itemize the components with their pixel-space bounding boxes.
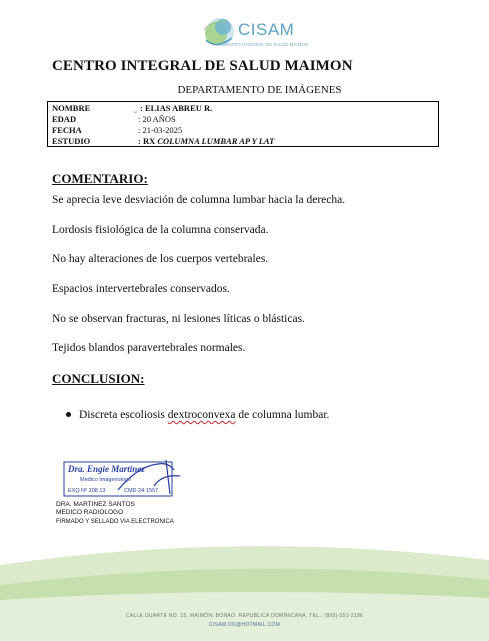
correction-mark-icon: ˽ — [134, 105, 137, 113]
conclusion-title: CONCLUSION: — [52, 371, 145, 386]
stamp-cmd: CMD 24-1557 — [124, 488, 159, 494]
name-label: NOMBRE — [52, 103, 91, 113]
logo-subtitle: CENTRO INTEGRAL DE SALUD MAIMON — [222, 42, 309, 47]
logo-text: CISAM — [238, 20, 295, 39]
comment-line: Espacios intervertebrales conservados. — [52, 283, 230, 295]
doctor-name: DRA. MARTINEZ SANTOS — [56, 501, 135, 508]
date-value: : 21-03-2025 — [138, 125, 183, 135]
date-label: FECHA — [52, 125, 82, 135]
bullet-icon — [66, 412, 71, 417]
comment-line: Se aprecia leve desviación de columna lumbar hacia la derecha. — [52, 194, 346, 206]
age-value: : 20 AÑOS — [138, 114, 176, 124]
stamp-role: Medico Imagenologo — [80, 477, 132, 483]
spellcheck-flagged-word: dextroconvexa — [167, 409, 236, 421]
stamp-exq: EXQ Nº 208 13 — [68, 488, 106, 494]
footer-email — [0, 622, 489, 628]
stamp-name: Dra. Engie Martinez — [68, 464, 145, 474]
page-title: CENTRO INTEGRAL DE SALUD MAIMON — [52, 58, 353, 74]
footer-email-link[interactable]: CISAM.DO@HOTMAIL.COM — [208, 622, 281, 628]
study-prefix: : RX — [138, 136, 158, 146]
patient-info-box — [47, 101, 439, 147]
department-title: DEPARTAMENTO DE IMÁGENES — [177, 84, 342, 96]
footer-address: CALLE DUARTE NO. 15, MAIMÓN, BONAO, REPUBLICA DOMINICANA, TEL.: (809)-551-2196 — [125, 613, 364, 619]
study-label: ESTUDIO — [52, 136, 91, 146]
name-value: : ELIAS ABREU R. — [140, 103, 213, 113]
comment-line: No se observan fracturas, ni lesiones líticas o blásticas. — [52, 313, 305, 325]
signature-stamp-icon — [58, 456, 198, 498]
comment-title: COMENTARIO: — [52, 171, 148, 186]
age-label: EDAD — [52, 114, 77, 124]
study-name: COLUMNA LUMBAR AP Y LAT — [157, 136, 275, 146]
comment-line: Tejidos blandos paravertebrales normales. — [52, 342, 246, 354]
comment-line: No hay alteraciones de los cuerpos vertebrales. — [52, 253, 269, 265]
signature-note: FIRMADO Y SELLADO VIA ELECTRONICA — [56, 519, 174, 525]
study-value — [138, 136, 274, 146]
conclusion-text-start: Discreta escoliosis — [79, 409, 168, 421]
comment-line: Lordosis fisiológica de la columna conservada. — [52, 224, 269, 236]
conclusion-item — [66, 409, 329, 421]
doctor-role: MEDICO RADIOLOGO — [56, 509, 124, 516]
conclusion-text-end: de columna lumbar. — [235, 409, 330, 421]
